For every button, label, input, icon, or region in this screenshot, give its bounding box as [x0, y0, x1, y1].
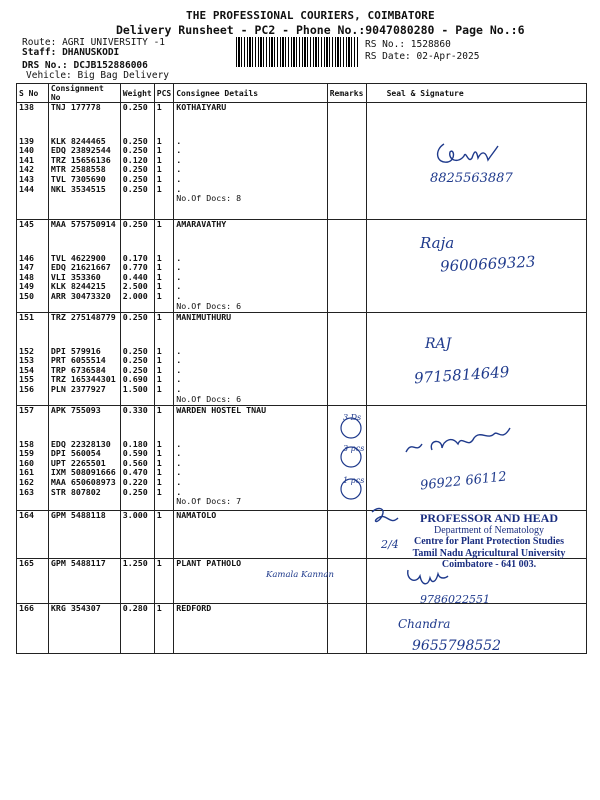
cell-weight-value: 0.250	[122, 312, 148, 322]
col-header-seal: Seal & Signature	[366, 84, 586, 103]
cell-consignee-value: .	[176, 364, 182, 375]
table-row-group	[17, 313, 587, 406]
handwritten-note-c: 1 pcs	[343, 476, 365, 485]
cell-weight-value: 0.220	[122, 476, 148, 487]
cell-sno	[17, 313, 49, 406]
stamp-line-3: Centre for Plant Protection Studies	[414, 536, 564, 547]
cell-consignment-value: PLN 2377927	[50, 383, 106, 394]
cell-pcs-value: 1	[156, 364, 162, 375]
company-title: THE PROFESSIONAL COURIERS, COIMBATORE	[186, 9, 435, 22]
cell-consignee	[174, 511, 327, 559]
cell-pcs-value: 1	[156, 281, 162, 292]
cell-consignment-value: ARR 30473320	[50, 290, 111, 301]
cell-consignee-value: KOTHAIYARU	[176, 102, 227, 112]
handwritten-note-b: 3 pcs	[343, 444, 365, 453]
cell-weight-value: 0.250	[122, 102, 148, 112]
cell-pcs-value: 1	[156, 135, 162, 146]
vehicle-value: Big Bag Delivery	[77, 70, 170, 81]
cell-consignment-value: STR 807802	[50, 486, 101, 497]
cell-consignment-value: MTR 2588558	[50, 164, 106, 175]
cell-consignee-value: .	[176, 135, 182, 146]
cell-consignee-value: .	[176, 252, 182, 263]
cell-pcs-value: 1	[156, 312, 162, 322]
cell-consignment-value: KLK 8244215	[50, 281, 106, 292]
rs-no-line	[365, 39, 451, 50]
cell-sno-value: 165	[19, 558, 34, 568]
cell-consignee-value: WARDEN HOSTEL TNAU	[176, 405, 267, 415]
cell-consignment-value: VLI 353360	[50, 271, 101, 282]
cell-consignment	[48, 511, 120, 559]
cell-pcs-value: 1	[156, 173, 162, 184]
cell-sno-value: 166	[19, 603, 34, 613]
cell-pcs-value: 1	[156, 603, 162, 613]
cell-consignment-value: PRT 6055514	[50, 355, 106, 366]
cell-consignment-value: KLK 8244465	[50, 135, 106, 146]
cell-pcs-value: 1	[156, 271, 162, 282]
cell-consignment	[48, 604, 120, 654]
cell-consignment	[48, 406, 120, 511]
cell-weight-value: 0.250	[122, 345, 148, 356]
cell-sno-value: 141	[19, 154, 34, 165]
cell-sno-value: 143	[19, 173, 34, 184]
docs-count: No.Of Docs: 8	[176, 193, 242, 204]
col-header-remarks: Remarks	[327, 84, 366, 103]
cell-sno-value: 147	[19, 262, 34, 273]
cell-sno-value: 138	[19, 102, 34, 112]
col-header-weight: Weight	[120, 84, 154, 103]
cell-sno-value: 163	[19, 486, 34, 497]
handwritten-name-7: Chandra	[398, 617, 451, 631]
cell-consignee-value: .	[176, 383, 182, 394]
rs-date-value: 02-Apr-2025	[416, 51, 480, 62]
cell-sno-value: 149	[19, 281, 34, 292]
cell-weight-value: 0.470	[122, 467, 148, 478]
cell-consignee-value: .	[176, 164, 182, 175]
professor-stamp	[399, 513, 579, 571]
cell-sno	[17, 103, 49, 220]
cell-pcs-value: 1	[156, 345, 162, 356]
cell-weight-value: 0.180	[122, 438, 148, 449]
cell-weight-value: 0.250	[122, 364, 148, 375]
cell-remarks	[327, 511, 366, 559]
cell-weight-value: 3.000	[122, 510, 148, 520]
cell-consignment-value: NKL 3534515	[50, 183, 106, 194]
cell-consignment-value: MAA 650608973	[50, 476, 116, 487]
cell-sno-value: 159	[19, 448, 34, 459]
barcode-image	[236, 37, 358, 67]
cell-weight-value: 1.250	[122, 558, 148, 568]
handwritten-phone-1: 8825563887	[430, 171, 513, 186]
cell-sno-value: 162	[19, 476, 34, 487]
cell-consignee-value: NAMATOLO	[176, 510, 217, 520]
cell-sno-value: 142	[19, 164, 34, 175]
cell-weight-value: 0.250	[122, 355, 148, 366]
cell-pcs-value: 1	[156, 164, 162, 175]
cell-pcs-value: 1	[156, 252, 162, 263]
cell-consignment	[48, 559, 120, 604]
cell-consignee-value: .	[176, 154, 182, 165]
cell-weight-value: 0.590	[122, 448, 148, 459]
rs-date-line	[365, 51, 479, 62]
cell-sno	[17, 559, 49, 604]
cell-consignment-value: UPT 2265501	[50, 457, 106, 468]
cell-weight-value: 0.250	[122, 135, 148, 146]
cell-pcs-value: 1	[156, 374, 162, 385]
cell-weight-value: 0.330	[122, 405, 148, 415]
cell-pcs-value: 1	[156, 486, 162, 497]
docs-count: No.Of Docs: 7	[176, 496, 242, 507]
handwritten-kamala: Kamala Kannan	[266, 570, 334, 580]
handwritten-name-3: RAJ	[425, 336, 452, 352]
cell-pcs	[154, 406, 173, 511]
cell-sno-value: 158	[19, 438, 34, 449]
cell-consignment-value: KRG 354307	[50, 603, 101, 613]
cell-sno-value: 144	[19, 183, 34, 194]
cell-consignment-value: EDQ 22328130	[50, 438, 111, 449]
cell-consignee-value: REDFORD	[176, 603, 212, 613]
cell-consignment-value: EDQ 23892544	[50, 145, 111, 156]
cell-consignment-value: GPM 5488117	[50, 558, 106, 568]
cell-consignment-value: TNJ 177778	[50, 102, 101, 112]
handwritten-phone-4: 96922 66112	[419, 469, 508, 494]
cell-pcs-value: 1	[156, 183, 162, 194]
handwritten-phone-7: 9655798552	[412, 638, 502, 654]
staff-line	[22, 47, 119, 58]
rs-no-label: RS No.:	[365, 39, 406, 50]
cell-sno-value: 145	[19, 219, 34, 229]
cell-consignee-value: MANIMUTHURU	[176, 312, 232, 322]
cell-weight-value: 2.000	[122, 290, 148, 301]
docs-count: No.Of Docs: 6	[176, 393, 242, 404]
signature-scribble-1	[430, 138, 510, 172]
cell-sno-value: 157	[19, 405, 34, 415]
rs-date-label: RS Date:	[365, 51, 411, 62]
cell-consignment-value: TRP 6736584	[50, 364, 106, 375]
cell-weight-value: 0.280	[122, 603, 148, 613]
cell-consignment-value: IXM 508091666	[50, 467, 116, 478]
cell-pcs-value: 1	[156, 262, 162, 273]
cell-pcs-value: 1	[156, 467, 162, 478]
cell-consignee-value: .	[176, 374, 182, 385]
cell-consignment-value: EDQ 21621667	[50, 262, 111, 273]
cell-weight-value: 0.250	[122, 145, 148, 156]
drs-value: DCJB152886006	[73, 60, 148, 71]
cell-pcs-value: 1	[156, 457, 162, 468]
staff-value: DHANUSKODI	[62, 47, 120, 58]
cell-sno-value: 150	[19, 290, 34, 301]
cell-consignee-value: .	[176, 290, 182, 301]
cell-sno-value: 148	[19, 271, 34, 282]
cell-weight-value: 0.690	[122, 374, 148, 385]
cell-weight-value: 0.250	[122, 183, 148, 194]
cell-pcs-value: 1	[156, 510, 162, 520]
cell-consignee-value: .	[176, 467, 182, 478]
cell-consignee-value: .	[176, 183, 182, 194]
col-header-consignment: Consignment No	[48, 84, 120, 103]
cell-consignment-value: MAA 575750914	[50, 219, 116, 229]
col-header-consignee: Consignee Details	[174, 84, 327, 103]
cell-consignee-value: .	[176, 145, 182, 156]
cell-consignee-value: .	[176, 476, 182, 487]
col-header-pcs: PCS	[154, 84, 173, 103]
cell-pcs-value: 1	[156, 355, 162, 366]
cell-weight-value: 1.500	[122, 383, 148, 394]
cell-pcs-value: 1	[156, 558, 162, 568]
route-value: AGRI UNIVERSITY -1	[62, 37, 166, 48]
cell-weight	[120, 604, 154, 654]
cell-sno-value: 156	[19, 383, 34, 394]
cell-sno-value: 146	[19, 252, 34, 263]
cell-weight-value: 0.170	[122, 252, 148, 263]
cell-consignee-value: .	[176, 271, 182, 282]
cell-consignee-value: .	[176, 486, 182, 497]
cell-sno-value: 153	[19, 355, 34, 366]
cell-sno-value: 139	[19, 135, 34, 146]
cell-pcs-value: 1	[156, 102, 162, 112]
pcs-circles	[338, 412, 402, 502]
cell-sno-value: 140	[19, 145, 34, 156]
drs-label: DRS No.:	[22, 60, 68, 71]
stamp-line-5: Coimbatore - 641 003.	[441, 559, 537, 570]
cell-consignment	[48, 220, 120, 313]
cell-remarks	[327, 313, 366, 406]
cell-sno-value: 151	[19, 312, 34, 322]
cell-consignee-value: .	[176, 262, 182, 273]
cell-pcs	[154, 103, 173, 220]
cell-remarks	[327, 220, 366, 313]
col-header-sno: S No	[17, 84, 49, 103]
cell-weight-value: 0.250	[122, 219, 148, 229]
cell-sno	[17, 511, 49, 559]
rs-no-value: 1528860	[410, 39, 451, 50]
cell-pcs-value: 1	[156, 383, 162, 394]
signature-scribble-4	[398, 420, 518, 460]
cell-sno	[17, 220, 49, 313]
cell-pcs-value: 1	[156, 405, 162, 415]
handwritten-note-a: 3 Ds	[343, 413, 362, 422]
cell-weight	[120, 103, 154, 220]
handwritten-date: 2/4	[381, 538, 399, 551]
cell-weight-value: 0.560	[122, 457, 148, 468]
cell-consignee	[174, 604, 327, 654]
cell-consignee-value: .	[176, 355, 182, 366]
cell-weight	[120, 313, 154, 406]
cell-consignment-value: GPM 5488118	[50, 510, 106, 520]
cell-pcs-value: 1	[156, 448, 162, 459]
stamp-line-1: PROFESSOR AND HEAD	[419, 511, 559, 525]
runsheet-subtitle: Delivery Runsheet - PC2 - Phone No.:9047080280 - Page No.:6	[116, 23, 525, 37]
cell-consignee-value: .	[176, 448, 182, 459]
cell-consignment-value: TRZ 15656136	[50, 154, 111, 165]
cell-sno-value: 154	[19, 364, 34, 375]
cell-weight	[120, 406, 154, 511]
staff-label: Staff:	[22, 47, 57, 58]
cell-pcs-value: 1	[156, 154, 162, 165]
cell-signature	[366, 313, 586, 406]
cell-pcs	[154, 511, 173, 559]
cell-consignment	[48, 313, 120, 406]
cell-consignee-value: .	[176, 173, 182, 184]
cell-consignment-value: TVL 7305690	[50, 173, 106, 184]
cell-weight-value: 0.250	[122, 164, 148, 175]
docs-count: No.Of Docs: 6	[176, 300, 242, 311]
cell-sno-value: 152	[19, 345, 34, 356]
stamp-line-2: Department of Nematology	[434, 524, 544, 536]
cell-consignee-value: PLANT PATHOLO	[176, 558, 242, 568]
cell-sno-value: 155	[19, 374, 34, 385]
handwritten-phone-3: 9715814649	[413, 362, 510, 388]
handwritten-phone-2: 9600669323	[439, 252, 536, 276]
handwritten-phone-5: 9786022551	[420, 593, 490, 606]
cell-consignee	[174, 313, 327, 406]
cell-weight-value: 0.250	[122, 486, 148, 497]
cell-pcs	[154, 604, 173, 654]
stamp-line-4: Tamil Nadu Agricultural University	[412, 547, 566, 559]
cell-consignee	[174, 559, 327, 604]
cell-pcs-value: 1	[156, 438, 162, 449]
cell-weight-value: 2.500	[122, 281, 148, 292]
cell-consignment-value: APK 755093	[50, 405, 101, 415]
cell-remarks	[327, 103, 366, 220]
cell-pcs	[154, 220, 173, 313]
cell-sno-value: 161	[19, 467, 34, 478]
cell-pcs	[154, 313, 173, 406]
cell-pcs	[154, 559, 173, 604]
cell-remarks	[327, 604, 366, 654]
cell-consignee	[174, 406, 327, 511]
cell-sno-value: 164	[19, 510, 34, 520]
cell-consignment-value: TRZ 275148779	[50, 312, 116, 322]
cell-pcs-value: 1	[156, 290, 162, 301]
cell-weight-value: 0.770	[122, 262, 148, 273]
vehicle-line	[26, 70, 169, 81]
cell-consignee-value: AMARAVATHY	[176, 219, 227, 229]
route-label: Route:	[22, 37, 57, 48]
cell-weight-value: 0.440	[122, 271, 148, 282]
vehicle-label: Vehicle:	[26, 70, 72, 81]
cell-sno	[17, 604, 49, 654]
cell-consignee-value: .	[176, 345, 182, 356]
cell-consignee-value: .	[176, 438, 182, 449]
cell-consignment	[48, 103, 120, 220]
cell-sno-value: 160	[19, 457, 34, 468]
cell-consignment-value: TRZ 165344301	[50, 374, 116, 385]
cell-consignment-value: TVL 4622900	[50, 252, 106, 263]
cell-consignee	[174, 103, 327, 220]
cell-consignee	[174, 220, 327, 313]
cell-weight	[120, 511, 154, 559]
cell-pcs-value: 1	[156, 219, 162, 229]
cell-weight	[120, 220, 154, 313]
cell-weight-value: 0.250	[122, 173, 148, 184]
cell-consignment-value: DPI 579916	[50, 345, 101, 356]
cell-remarks	[327, 559, 366, 604]
cell-weight	[120, 559, 154, 604]
cell-sno	[17, 406, 49, 511]
cell-weight-value: 0.120	[122, 154, 148, 165]
handwritten-name-2: Raja	[420, 234, 455, 252]
cell-pcs-value: 1	[156, 476, 162, 487]
cell-consignee-value: .	[176, 457, 182, 468]
cell-pcs-value: 1	[156, 145, 162, 156]
cell-consignment-value: DPI 560054	[50, 448, 101, 459]
cell-consignee-value: .	[176, 281, 182, 292]
table-header-row	[17, 84, 587, 103]
